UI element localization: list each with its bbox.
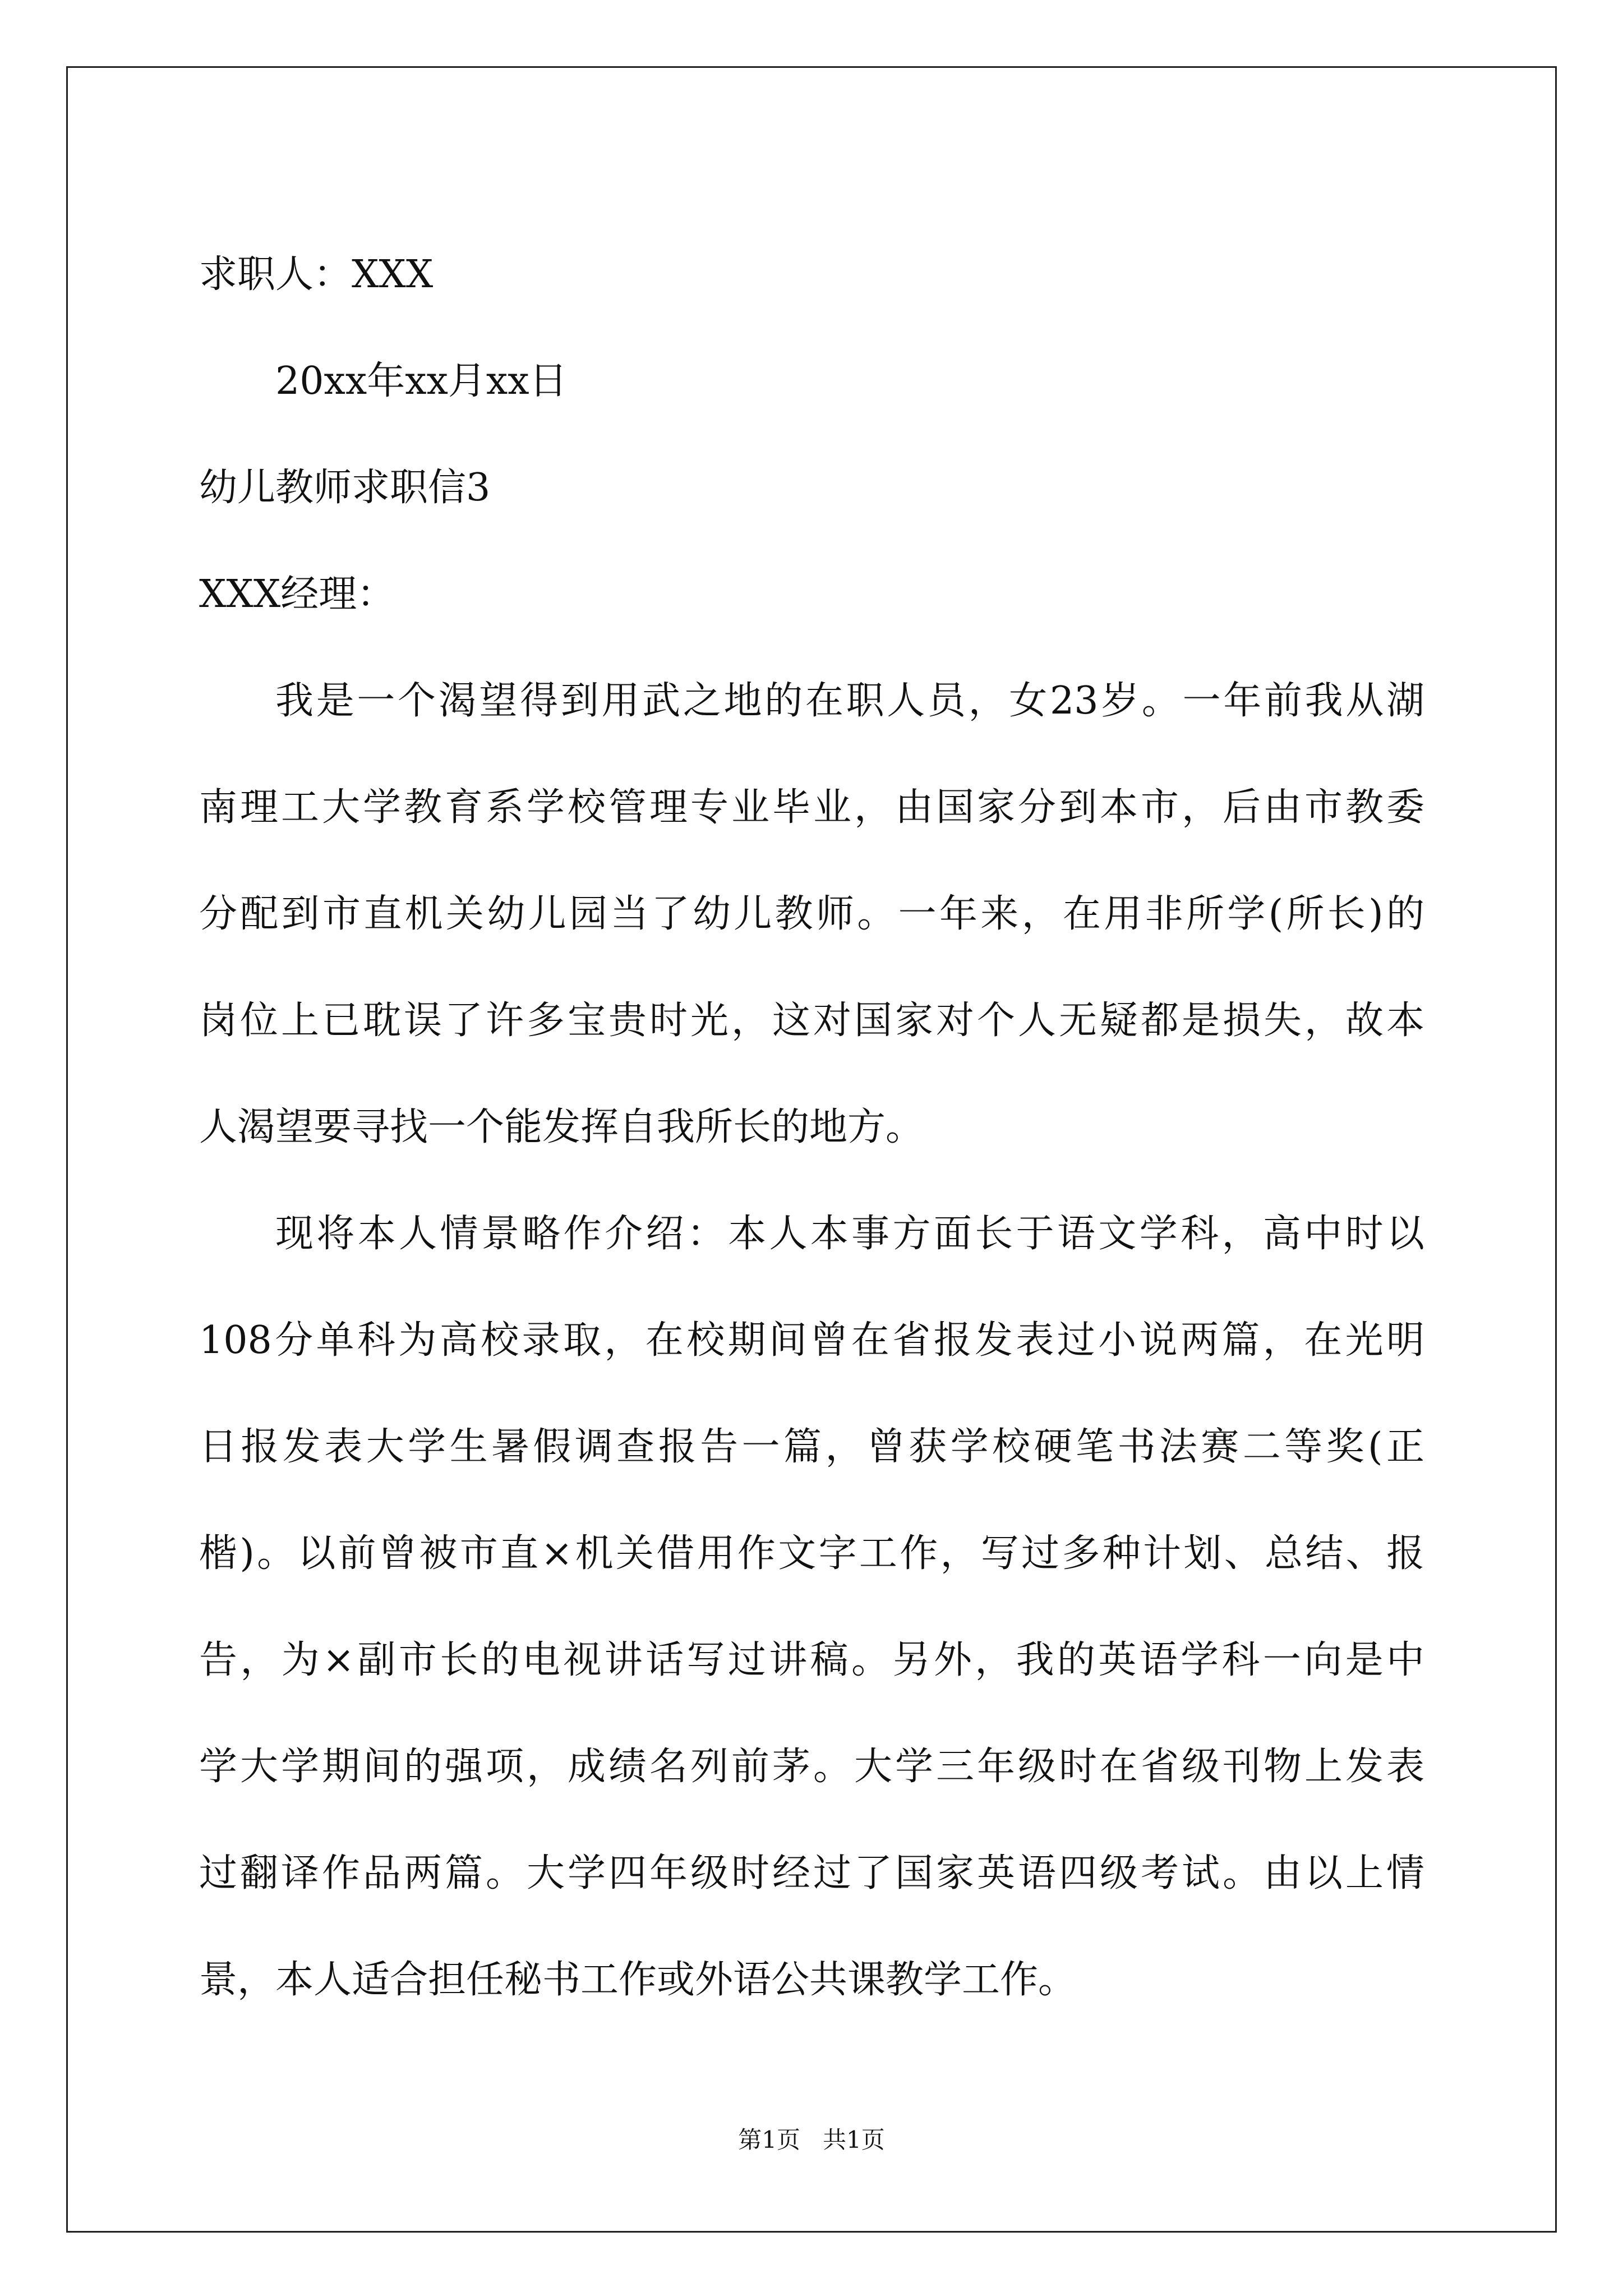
paragraph-line: 现将本人情景略作介绍：本人本事方面长于语文学科，高中时以	[275, 1212, 1424, 1256]
paragraph-line: 南理工大学教育系学校管理专业毕业，由国家分到本市，后由市教委	[199, 785, 1424, 830]
letter-title: 幼儿教师求职信3	[199, 466, 491, 510]
paragraph-line: 人渴望要寻找一个能发挥自我所长的地方。	[199, 1105, 924, 1149]
signature-line: 求职人：XXX	[199, 252, 434, 297]
paragraph-line: 楷)。以前曾被市直×机关借用作文字工作，写过多种计划、总结、报	[199, 1531, 1424, 1576]
paragraph-line: 岗位上已耽误了许多宝贵时光，这对国家对个人无疑都是损失，故本	[199, 999, 1424, 1043]
paragraph-line: 108分单科为高校录取，在校期间曾在省报发表过小说两篇，在光明	[199, 1318, 1424, 1363]
paragraph-line: 我是一个渴望得到用武之地的在职人员，女23岁。一年前我从湖	[275, 679, 1424, 723]
salutation: XXX经理：	[199, 572, 395, 616]
paragraph-1	[199, 648, 1424, 1181]
letter-body	[199, 222, 1424, 2033]
paragraph-2	[199, 1181, 1424, 2033]
paragraph-line: 告，为×副市长的电视讲话写过讲稿。另外，我的英语学科一向是中	[199, 1638, 1424, 1682]
paragraph-line: 学大学期间的强项，成绩名列前茅。大学三年级时在省级刊物上发表	[199, 1745, 1424, 1789]
page-footer: 第1页 共1页	[738, 2126, 885, 2154]
paragraph-line: 日报发表大学生暑假调查报告一篇，曾获学校硬笔书法赛二等奖(正	[199, 1425, 1424, 1469]
paragraph-line: 过翻译作品两篇。大学四年级时经过了国家英语四级考试。由以上情	[199, 1851, 1424, 1895]
paragraph-line: 分配到市直机关幼儿园当了幼儿教师。一年来，在用非所学(所长)的	[199, 892, 1424, 936]
date-line: 20xx年xx月xx日	[275, 359, 568, 403]
paragraph-line: 景，本人适合担任秘书工作或外语公共课教学工作。	[199, 1958, 1077, 2002]
